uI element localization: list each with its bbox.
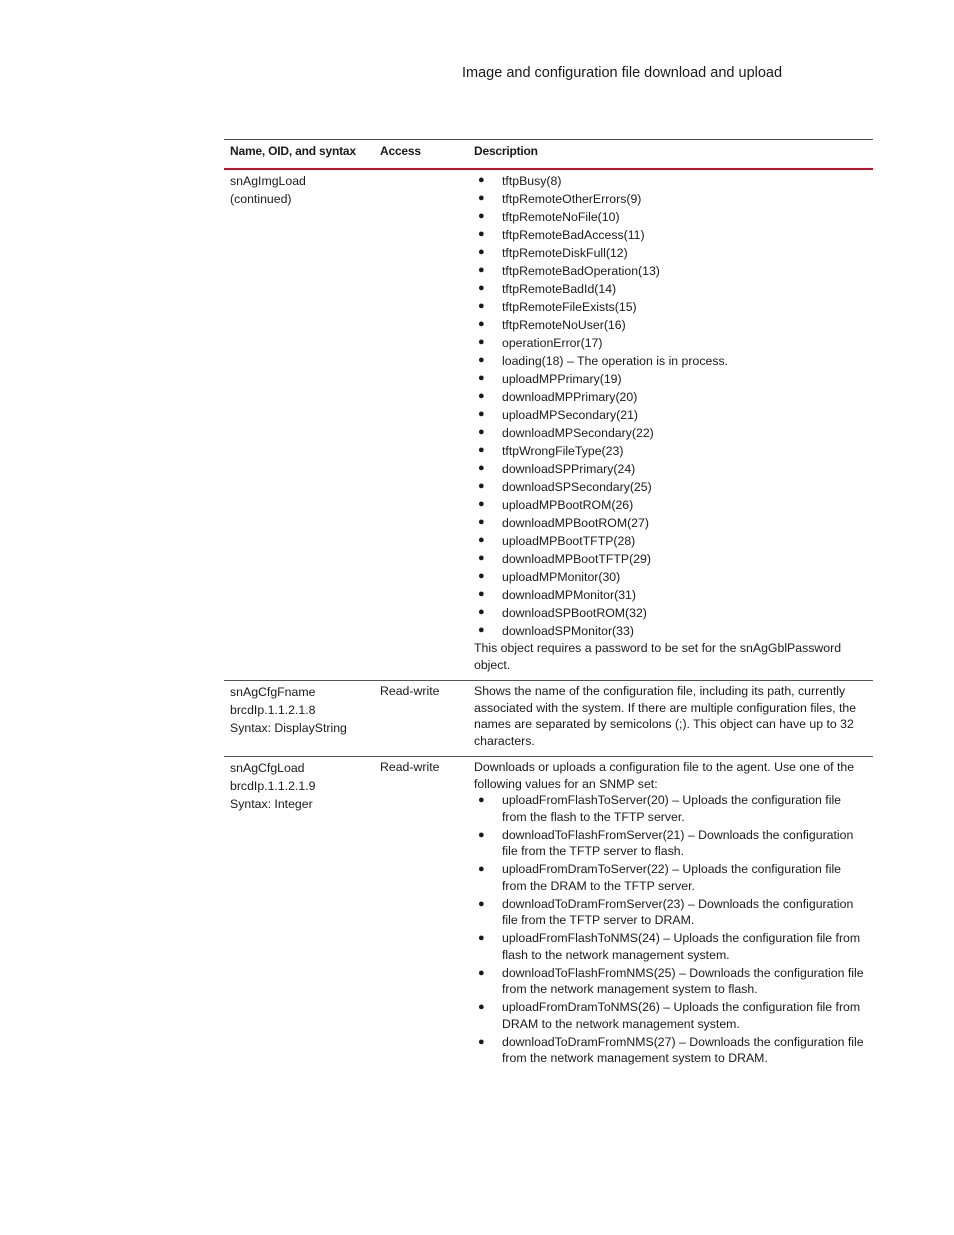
list-item-text: downloadSPPrimary(24) [502,462,636,476]
value-list [474,172,867,640]
value-list [474,792,867,1067]
list-item [474,1034,867,1067]
bullet-icon: ● [478,932,485,944]
list-item-text: uploadMPPrimary(19) [502,372,622,386]
list-item-text: downloadToFlashFromNMS(25) – Downloads the configuration file from the network management system to flash. [502,965,864,996]
list-item-text: uploadFromFlashToNMS(24) – Uploads the configuration file from flash to the network management system. [502,931,861,962]
list-item-text: uploadMPBootTFTP(28) [502,534,636,548]
list-item [474,370,867,388]
list-item-text: tftpRemoteNoUser(16) [502,318,626,332]
description-cell [468,169,873,681]
list-item [474,792,867,825]
column-header-name: Name, OID, and syntax [224,140,374,170]
column-header-access: Access [374,140,468,170]
description-note: This object requires a password to be set for the snAgGblPassword object. [474,641,842,672]
bullet-icon: ● [478,174,485,186]
list-item-text: operationError(17) [502,336,603,350]
bullet-icon: ● [478,282,485,294]
bullet-icon: ● [478,444,485,456]
table-row [224,757,873,1076]
access-cell [374,169,468,681]
list-item [474,861,867,894]
list-item [474,827,867,860]
table-header-row [224,140,873,170]
bullet-icon: ● [478,828,485,841]
bullet-icon: ● [478,498,485,510]
bullet-icon: ● [478,534,485,546]
object-oid: brcdIp.1.1.2.1.8 [230,703,316,717]
bullet-icon: ● [478,552,485,564]
bullet-icon: ● [478,462,485,474]
description-cell [468,681,873,757]
description-cell [468,757,873,1076]
list-item-text: tftpBusy(8) [502,174,562,188]
object-name: snAgCfgLoad [230,761,305,775]
list-item-text: downloadMPBootROM(27) [502,516,649,530]
list-item [474,208,867,226]
list-item-text: downloadMPSecondary(22) [502,426,654,440]
bullet-icon: ● [478,794,485,806]
list-item-text: downloadSPBootROM(32) [502,606,647,620]
list-item-text: uploadMPMonitor(30) [502,570,621,584]
running-header: Image and configuration file download and upload [462,65,783,81]
list-item-text: downloadToFlashFromServer(21) – Downloads the configuration file from the TFTP server to flash. [502,827,854,858]
bullet-icon: ● [478,408,485,420]
bullet-icon: ● [478,264,485,276]
object-oid: brcdIp.1.1.2.1.9 [230,779,316,793]
list-item [474,478,867,496]
bullet-icon: ● [478,246,485,258]
list-item [474,460,867,478]
list-item-text: tftpRemoteNoFile(10) [502,210,620,224]
list-item-text: downloadSPSecondary(25) [502,480,652,494]
list-item [474,262,867,280]
list-item [474,190,867,208]
list-item [474,424,867,442]
list-item-text: downloadMPPrimary(20) [502,390,638,404]
list-item-text: downloadToDramFromNMS(27) – Downloads the configuration file from the network management system to DRAM. [502,1034,864,1065]
bullet-icon: ● [478,228,485,240]
description-text: Downloads or uploads a configuration file to the agent. Use one of the following values for an SNMP set: [474,760,855,791]
object-syntax: Syntax: DisplayString [230,721,347,735]
object-name-cell [224,757,374,1076]
object-name-cell [224,169,374,681]
bullet-icon: ● [478,606,485,618]
list-item [474,352,867,370]
list-item [474,532,867,550]
bullet-icon: ● [478,426,485,438]
list-item [474,316,867,334]
object-name: snAgImgLoad [230,174,306,188]
list-item-text: tftpRemoteBadId(14) [502,282,617,296]
list-item [474,406,867,424]
list-item [474,604,867,622]
description-text: Shows the name of the configuration file, including its path, currently associated with the system. If there are multiple configuration files, the names are separated by semicolons (;). This object can have up to 32 characters. [474,684,857,748]
list-item-text: downloadSPMonitor(33) [502,624,634,638]
list-item [474,496,867,514]
list-item-text: tftpRemoteBadAccess(11) [502,228,645,242]
list-item-text: tftpRemoteDiskFull(12) [502,246,628,260]
column-header-description: Description [468,140,873,170]
object-syntax: Syntax: Integer [230,797,313,811]
list-item [474,334,867,352]
list-item-text: tftpWrongFileType(23) [502,444,624,458]
list-item [474,622,867,640]
access-cell: Read-write [374,681,468,757]
table-row [224,681,873,757]
bullet-icon: ● [478,354,485,366]
mib-table [224,139,873,1075]
bullet-icon: ● [478,372,485,384]
list-item-text: tftpRemoteFileExists(15) [502,300,637,314]
list-item [474,514,867,532]
list-item [474,442,867,460]
bullet-icon: ● [478,318,485,330]
list-item [474,388,867,406]
bullet-icon: ● [478,300,485,312]
bullet-icon: ● [478,624,485,636]
list-item [474,999,867,1032]
list-item-text: downloadMPBootTFTP(29) [502,552,651,566]
list-item-text: uploadFromFlashToServer(20) – Uploads the configuration file from the flash to the TFTP server. [502,793,842,824]
bullet-icon: ● [478,480,485,492]
list-item-text: uploadMPSecondary(21) [502,408,639,422]
list-item [474,965,867,998]
table-row [224,169,873,681]
bullet-icon: ● [478,897,485,910]
bullet-icon: ● [478,588,485,600]
list-item [474,586,867,604]
list-item-text: uploadMPBootROM(26) [502,498,634,512]
list-item [474,244,867,262]
list-item [474,930,867,963]
list-item [474,550,867,568]
list-item [474,172,867,190]
list-item-text: loading(18) – The operation is in process. [502,354,729,368]
bullet-icon: ● [478,516,485,528]
bullet-icon: ● [478,390,485,402]
access-cell: Read-write [380,760,440,774]
list-item [474,280,867,298]
list-item-text: uploadFromDramToServer(22) – Uploads the configuration file from the DRAM to the TFTP server. [502,862,842,893]
bullet-icon: ● [478,966,485,979]
list-item-text: tftpRemoteOtherErrors(9) [502,192,642,206]
bullet-icon: ● [478,210,485,222]
list-item-text: downloadMPMonitor(31) [502,588,636,602]
bullet-icon: ● [478,863,485,875]
list-item-text: uploadFromDramToNMS(26) – Uploads the configuration file from DRAM to the network management system. [502,1000,861,1031]
object-name-cell [224,681,374,757]
bullet-icon: ● [478,192,485,204]
mib-object-table [224,139,873,1075]
list-item [474,896,867,929]
bullet-icon: ● [478,570,485,582]
bullet-icon: ● [478,1001,485,1013]
list-item-text: downloadToDramFromServer(23) – Downloads the configuration file from the TFTP server to DRAM. [502,896,854,927]
list-item [474,568,867,586]
object-name: snAgCfgFname [230,685,316,699]
bullet-icon: ● [478,1035,485,1048]
bullet-icon: ● [478,336,485,348]
list-item [474,226,867,244]
list-item-text: tftpRemoteBadOperation(13) [502,264,660,278]
object-name-continued: (continued) [230,192,292,206]
list-item [474,298,867,316]
